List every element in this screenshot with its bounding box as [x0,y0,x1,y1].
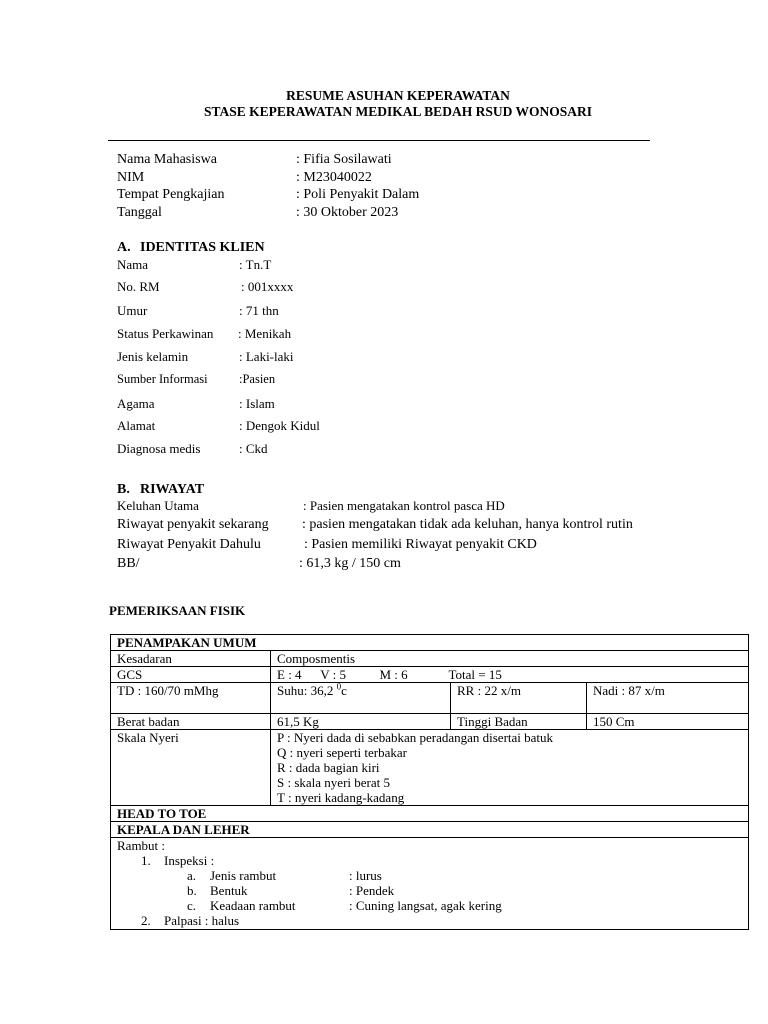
nyeri-values [271,730,749,806]
riwayat-label: BB/ [117,556,140,571]
riwayat-value: : Pasien mengatakan kontrol pasca HD [303,498,505,513]
nyeri-item: R : dada bagian kiri [277,760,380,775]
inspeksi-item-label: Keadaan rambut [210,898,296,913]
table-row [111,730,749,806]
list-letter: c. [187,898,197,913]
palpasi-line [117,913,748,928]
list-letter: a. [187,868,197,883]
identitas-label: No. RM [117,279,160,294]
document-title: RESUME ASUHAN KEPERAWATAN [286,88,510,103]
table-row [111,683,749,714]
inspeksi-item-value: : lurus [349,868,382,883]
riwayat-label: Keluhan Utama [117,498,199,513]
list-letter: b. [187,883,197,898]
identitas-label: Alamat [117,418,156,433]
student-label: Tanggal [117,205,162,220]
table-row [111,822,749,838]
pemeriksaan-table [110,634,749,930]
identitas-value: : Dengok Kidul [239,418,320,433]
gcs-value [271,667,749,683]
gcs-label: GCS [111,667,271,683]
palpasi-label: Palpasi : halus [164,913,240,928]
identitas-value: : Ckd [239,441,268,456]
gcs-total: Total = 15 [448,667,502,682]
table-row [111,635,749,651]
list-number: 1. [141,853,151,868]
kepala-header: KEPALA DAN LEHER [111,822,749,838]
riwayat-label: Riwayat penyakit sekarang [117,517,269,532]
nyeri-item: T : nyeri kadang-kadang [277,790,405,805]
identitas-value: : 001xxxx [241,279,294,294]
gcs-v: V : 5 [320,667,347,682]
inspeksi-item-value: : Cuning langsat, agak kering [349,898,502,913]
inspeksi-item-label: Bentuk [210,883,248,898]
inspeksi-item [117,883,748,898]
student-value: : Fifia Sosilawati [296,152,392,167]
nadi-value: Nadi : 87 x/m [587,683,749,714]
kesadaran-label: Kesadaran [111,651,271,667]
student-value: : M23040022 [296,170,372,185]
suhu-value [271,683,451,714]
identitas-label: Sumber Informasi [117,372,208,386]
td-value: TD : 160/70 mMhg [111,683,271,714]
nyeri-item: S : skala nyeri berat 5 [277,775,390,790]
student-label: Nama Mahasiswa [117,152,217,167]
identitas-value: : Islam [239,396,275,411]
document-subtitle: STASE KEPERAWATAN MEDIKAL BEDAH RSUD WONOSARI [204,104,592,119]
section-number: A. [117,240,131,255]
divider [108,140,650,141]
table-row [111,838,749,930]
identitas-label: Umur [117,303,148,318]
nyeri-label: Skala Nyeri [111,730,271,806]
student-label: NIM [117,170,145,185]
student-value: : Poli Penyakit Dalam [296,187,420,202]
identitas-label: Status Perkawinan [117,326,214,341]
identitas-value: :Pasien [239,372,276,386]
riwayat-value: : pasien mengatakan tidak ada keluhan, hanya kontrol rutin [302,517,633,532]
identitas-value: : Menikah [238,326,292,341]
riwayat-label: Riwayat Penyakit Dahulu [117,537,261,552]
table-row [111,714,749,730]
gcs-e: E : 4 [277,667,302,682]
rr-value: RR : 22 x/m [451,683,587,714]
gcs-m: M : 6 [379,667,408,682]
head-to-toe-header: HEAD TO TOE [111,806,749,822]
list-number: 2. [141,913,151,928]
identitas-label: Agama [117,396,155,411]
pemeriksaan-title: PEMERIKSAAN FISIK [109,603,246,618]
suhu-text: Suhu: 36,2 [277,683,334,698]
identitas-label: Nama [117,257,149,272]
identitas-value: : Tn.T [239,257,272,272]
degree-mark: 0 [336,681,342,692]
student-label: Tempat Pengkajian [117,187,225,202]
rambut-cell [111,838,749,930]
identitas-value: : 71 thn [239,303,279,318]
bb-value: 61,5 Kg [271,714,451,730]
section-number: B. [117,482,130,497]
table-row [111,651,749,667]
suhu-unit: c [341,683,347,698]
rambut-label: Rambut : [117,838,166,853]
riwayat-value: : Pasien memiliki Riwayat penyakit CKD [304,537,537,552]
table-row [111,667,749,683]
kesadaran-value: Composmentis [271,651,749,667]
inspeksi-item [117,898,748,913]
inspeksi-item [117,868,748,883]
riwayat-value: : 61,3 kg / 150 cm [299,556,401,571]
nyeri-item: Q : nyeri seperti terbakar [277,745,407,760]
tb-value: 150 Cm [587,714,749,730]
identitas-label: Jenis kelamin [117,349,189,364]
tb-label: Tinggi Badan [451,714,587,730]
identitas-value: : Laki-laki [239,349,294,364]
inspeksi-item-label: Jenis rambut [210,868,277,883]
table-row [111,806,749,822]
identitas-label: Diagnosa medis [117,441,201,456]
student-value: : 30 Oktober 2023 [296,205,399,220]
bb-label: Berat badan [111,714,271,730]
section-heading: RIWAYAT [140,482,205,497]
inspeksi-line [117,853,748,868]
inspeksi-label: Inspeksi : [164,853,215,868]
inspeksi-item-value: : Pendek [349,883,395,898]
penampakan-header: PENAMPAKAN UMUM [111,635,749,651]
section-heading: IDENTITAS KLIEN [140,240,265,255]
nyeri-item: P : Nyeri dada di sebabkan peradangan disertai batuk [277,730,554,745]
